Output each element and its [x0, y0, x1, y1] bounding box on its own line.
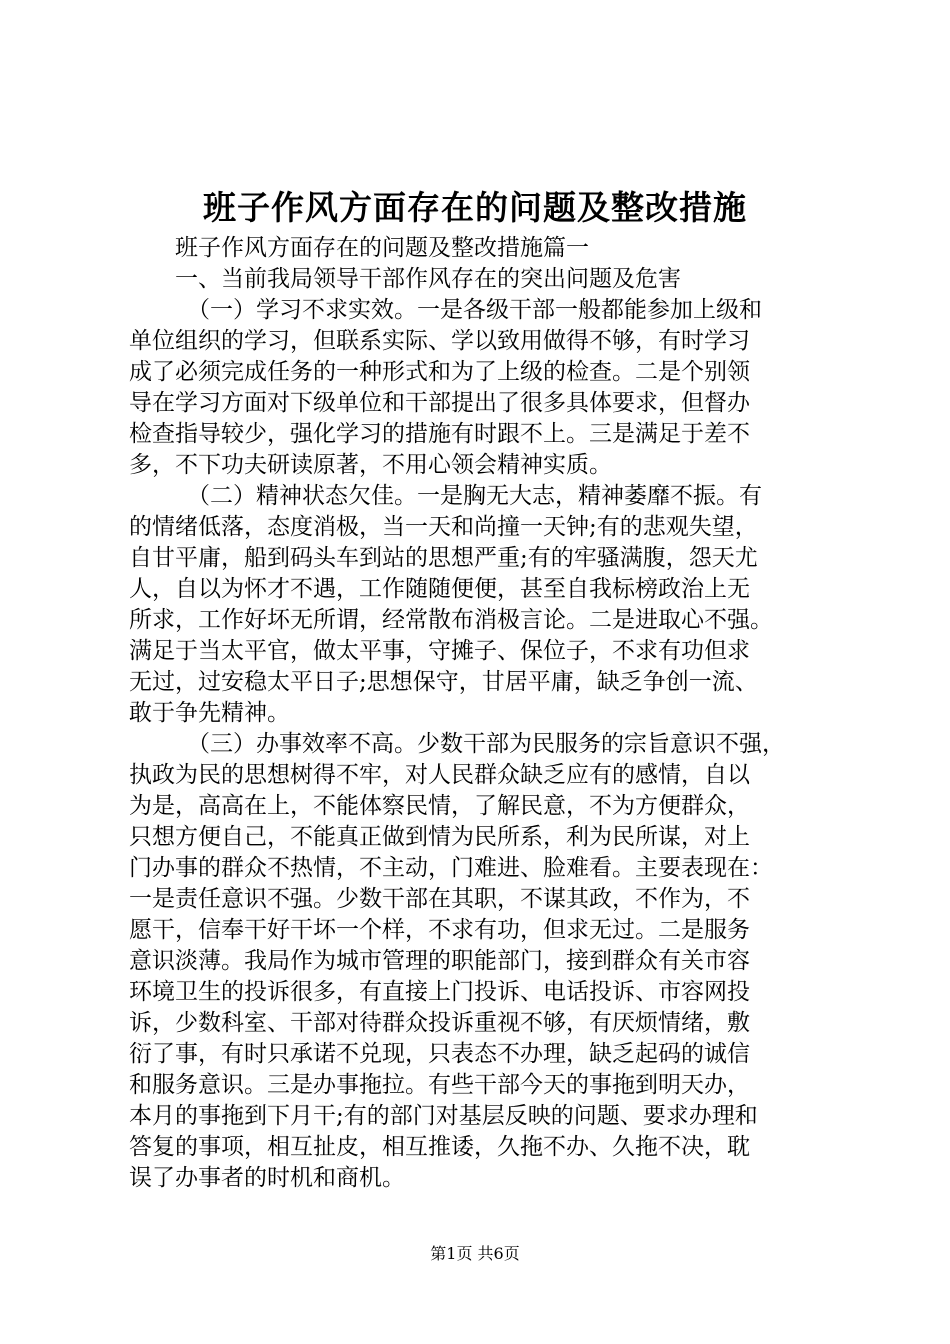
paragraph-line: 单位组织的学习，但联系实际、学以致用做得不够，有时学习 — [129, 328, 750, 354]
paragraph-line: 为是，高高在上，不能体察民情，了解民意，不为方便群众， — [129, 793, 750, 819]
paragraph-line: 愿干，信奉干好干坏一个样，不求有功，但求无过。二是服务 — [129, 917, 750, 943]
section-heading: 一、当前我局领导干部作风存在的突出问题及危害 — [175, 266, 681, 292]
document-title: 班子作风方面存在的问题及整改措施 — [203, 188, 747, 227]
paragraph-line: 和服务意识。三是办事拖拉。有些干部今天的事拖到明天办， — [129, 1072, 750, 1098]
paragraph-line: 环境卫生的投诉很多，有直接上门投诉、电话投诉、市容网投 — [129, 979, 750, 1005]
subtitle-line: 班子作风方面存在的问题及整改措施篇一 — [175, 235, 589, 261]
paragraph-line: 一是责任意识不强。少数干部在其职，不谋其政，不作为，不 — [129, 886, 750, 912]
paragraph-line: 意识淡薄。我局作为城市管理的职能部门，接到群众有关市容 — [129, 948, 750, 974]
paragraph-line: 答复的事项，相互扯皮，相互推诿，久拖不办、久拖不决，耽 — [129, 1134, 750, 1160]
paragraph-line: 自甘平庸，船到码头车到站的思想严重;有的牢骚满腹，怨天尤 — [129, 545, 758, 571]
paragraph-line: 误了办事者的时机和商机。 — [129, 1165, 405, 1191]
paragraph-line: （二）精神状态欠佳。一是胸无大志，精神萎靡不振。有 — [187, 483, 762, 509]
paragraph-line: 的情绪低落，态度消极，当一天和尚撞一天钟;有的悲观失望， — [129, 514, 758, 540]
paragraph-line: 本月的事拖到下月干;有的部门对基层反映的问题、要求办理和 — [129, 1103, 758, 1129]
paragraph-line: 满足于当太平官，做太平事，守摊子、保位子，不求有功但求 — [129, 638, 750, 664]
paragraph-line: 检查指导较少，强化学习的措施有时跟不上。三是满足于差不 — [129, 421, 750, 447]
paragraph-line: 人，自以为怀才不遇，工作随随便便，甚至自我标榜政治上无 — [129, 576, 750, 602]
document-body — [129, 233, 831, 1194]
paragraph-line: 诉，少数科室、干部对待群众投诉重视不够，有厌烦情绪，敷 — [129, 1010, 750, 1036]
paragraph-line: 衍了事，有时只承诺不兑现，只表态不办理，缺乏起码的诚信 — [129, 1041, 750, 1067]
paragraph-line: 无过，过安稳太平日子;思想保守，甘居平庸，缺乏争创一流、 — [129, 669, 758, 695]
page-number-footer: 第1页 共6页 — [430, 1244, 520, 1263]
paragraph-line: 执政为民的思想树得不牢，对人民群众缺乏应有的感情，自以 — [129, 762, 750, 788]
paragraph-line: 多，不下功夫研读原著，不用心领会精神实质。 — [129, 452, 612, 478]
paragraph-line: 成了必须完成任务的一种形式和为了上级的检查。二是个别领 — [129, 359, 750, 385]
paragraph-line: 只想方便自己，不能真正做到情为民所系，利为民所谋，对上 — [129, 824, 750, 850]
paragraph-line: 所求，工作好坏无所谓，经常散布消极言论。二是进取心不强。 — [129, 607, 773, 633]
paragraph-line: 门办事的群众不热情，不主动，门难进、脸难看。主要表现在： — [129, 855, 773, 881]
paragraph-line: 敢于争先精神。 — [129, 700, 290, 726]
paragraph-line: 导在学习方面对下级单位和干部提出了很多具体要求，但督办 — [129, 390, 750, 416]
paragraph-line: （三）办事效率不高。少数干部为民服务的宗旨意识不强， — [187, 731, 785, 757]
paragraph-line: （一）学习不求实效。一是各级干部一般都能参加上级和 — [187, 297, 762, 323]
